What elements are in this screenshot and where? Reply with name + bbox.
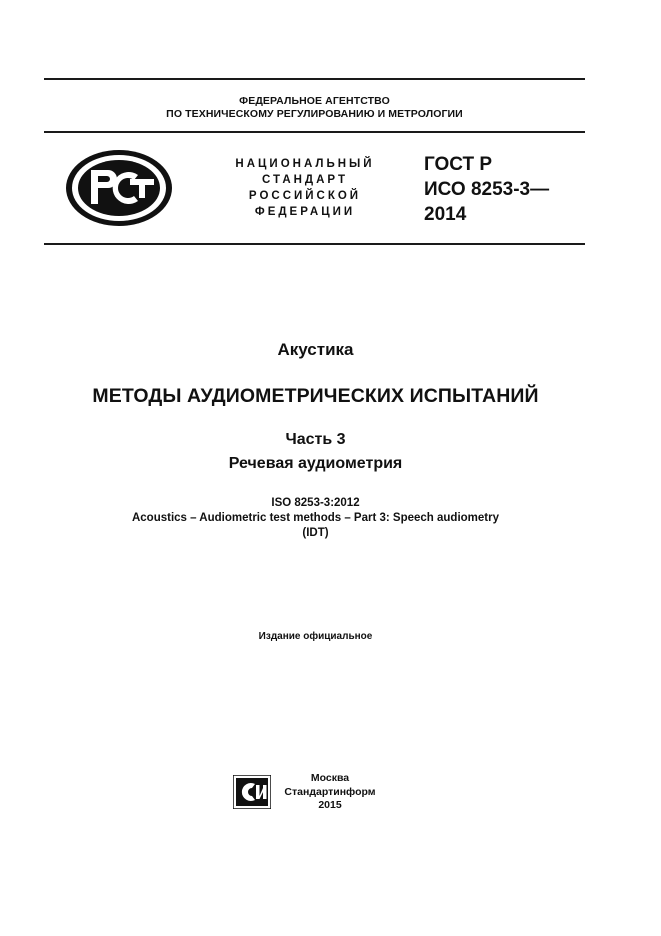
national-line-2: СТАНДАРТ — [262, 174, 348, 186]
iso-number: ISO 8253-3:2012 — [271, 497, 360, 509]
designation-divider — [44, 243, 585, 245]
iso-degree: (IDT) — [302, 527, 329, 539]
designation-line-1: ГОСТ Р — [424, 154, 493, 175]
iso-english-title: Acoustics – Audiometric test methods – Part 3: Speech audiometry — [131, 512, 500, 524]
standartinform-logo-icon — [233, 775, 271, 809]
agency-line-2: ПО ТЕХНИЧЕСКОМУ РЕГУЛИРОВАНИЮ И МЕТРОЛОГИИ — [166, 108, 463, 120]
publisher-city: Москва — [310, 772, 350, 784]
designation-line-3: 2014 — [424, 204, 467, 225]
header-divider — [44, 131, 585, 133]
document-title: МЕТОДЫ АУДИОМЕТРИЧЕСКИХ ИСПЫТАНИЙ — [92, 385, 539, 407]
national-standard-label — [215, 156, 395, 220]
agency-name — [44, 95, 585, 121]
publisher-info — [280, 772, 380, 813]
publisher-year: 2015 — [318, 799, 342, 811]
top-rule — [44, 78, 585, 80]
national-line-3: РОССИЙСКОЙ — [248, 190, 362, 202]
national-line-4: ФЕДЕРАЦИИ — [254, 206, 356, 218]
edition-label: Издание официальное — [258, 631, 373, 642]
rst-emblem-icon — [64, 148, 174, 228]
national-line-1: НАЦИОНАЛЬНЫЙ — [235, 158, 375, 170]
part-name: Речевая аудиометрия — [228, 455, 403, 472]
publisher-name: Стандартинформ — [284, 785, 376, 798]
part-number: Часть 3 — [285, 431, 346, 448]
iso-reference — [0, 496, 631, 541]
designation-line-2: ИСО 8253-3— — [424, 179, 550, 200]
standard-designation — [424, 152, 549, 227]
subject-heading: Акустика — [277, 340, 354, 359]
agency-line-1: ФЕДЕРАЛЬНОЕ АГЕНТСТВО — [239, 95, 390, 107]
